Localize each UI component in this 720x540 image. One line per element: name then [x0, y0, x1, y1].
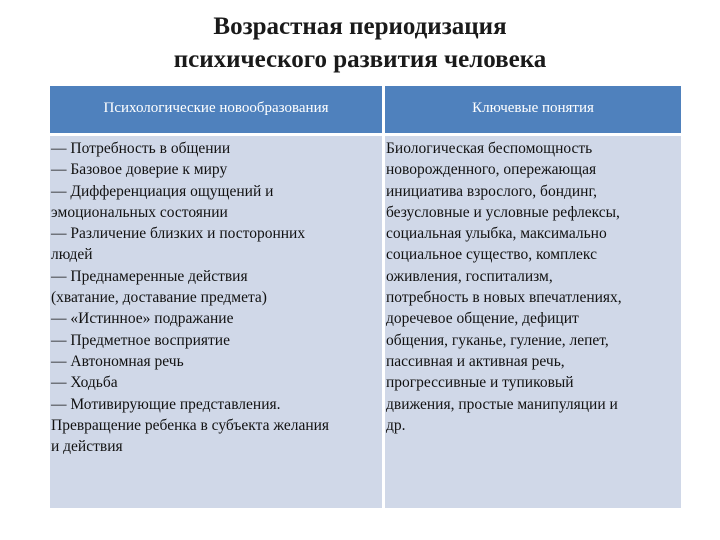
- neoformation-line: — Базовое доверие к миру: [51, 161, 228, 179]
- periodization-table: [50, 86, 681, 508]
- neoformation-line: — Предметное восприятие: [51, 331, 230, 349]
- neoformation-line: — «Истинное» подражание: [51, 310, 234, 328]
- neoformation-line: (хватание, доставание предмета): [51, 289, 267, 307]
- header-psychological-neoformations: Психологические новообразования: [50, 86, 382, 133]
- key-concept-line: оживления, госпитализм,: [386, 267, 553, 285]
- neoformation-line: и действия: [51, 438, 123, 456]
- neoformation-line: — Ходьба: [51, 374, 118, 392]
- neoformation-line: — Преднамеренные действия: [51, 267, 248, 285]
- neoformation-line: — Автономная речь: [51, 352, 184, 370]
- neoformation-line: — Различение близких и посторонних: [51, 225, 306, 243]
- neoformation-line: эмоциональных состоянии: [51, 203, 228, 221]
- neoformation-line: — Дифференциация ощущений и: [51, 182, 274, 200]
- neoformation-line: — Потребность в общении: [51, 140, 231, 157]
- slide-title-line-2: психического развития человека: [173, 46, 547, 73]
- key-concept-line: Биологическая беспомощность: [386, 140, 593, 157]
- key-concept-line: движения, простые манипуляции и: [386, 395, 618, 413]
- neoformation-line: людей: [51, 246, 93, 264]
- key-concept-line: др.: [386, 416, 406, 434]
- cell-neoformations: [50, 136, 382, 508]
- cell-key-concepts: [385, 136, 681, 508]
- key-concept-line: общения, гуканье, гуление, лепет,: [386, 331, 609, 349]
- key-concept-line: потребность в новых впечатлениях,: [386, 289, 622, 307]
- key-concept-line: безусловные и условные рефлексы,: [386, 203, 620, 221]
- key-concept-line: доречевое общение, дефицит: [386, 310, 579, 328]
- key-concept-line: инициатива взрослого, бондинг,: [386, 182, 597, 200]
- slide-title-line-1: Возрастная периодизация: [213, 13, 507, 40]
- key-concept-line: пассивная и активная речь,: [386, 352, 565, 370]
- neoformation-line: Превращение ребенка в субъекта желания: [51, 416, 330, 434]
- key-concept-line: социальная улыбка, максимально: [386, 225, 607, 243]
- neoformation-line: — Мотивирующие представления.: [51, 395, 281, 413]
- header-key-concepts: Ключевые понятия: [385, 86, 681, 133]
- key-concept-line: прогрессивные и тупиковый: [386, 374, 574, 392]
- slide-title: [0, 10, 720, 76]
- key-concept-line: социальное существо, комплекс: [386, 246, 597, 264]
- key-concept-line: новорожденного, опережающая: [386, 161, 597, 179]
